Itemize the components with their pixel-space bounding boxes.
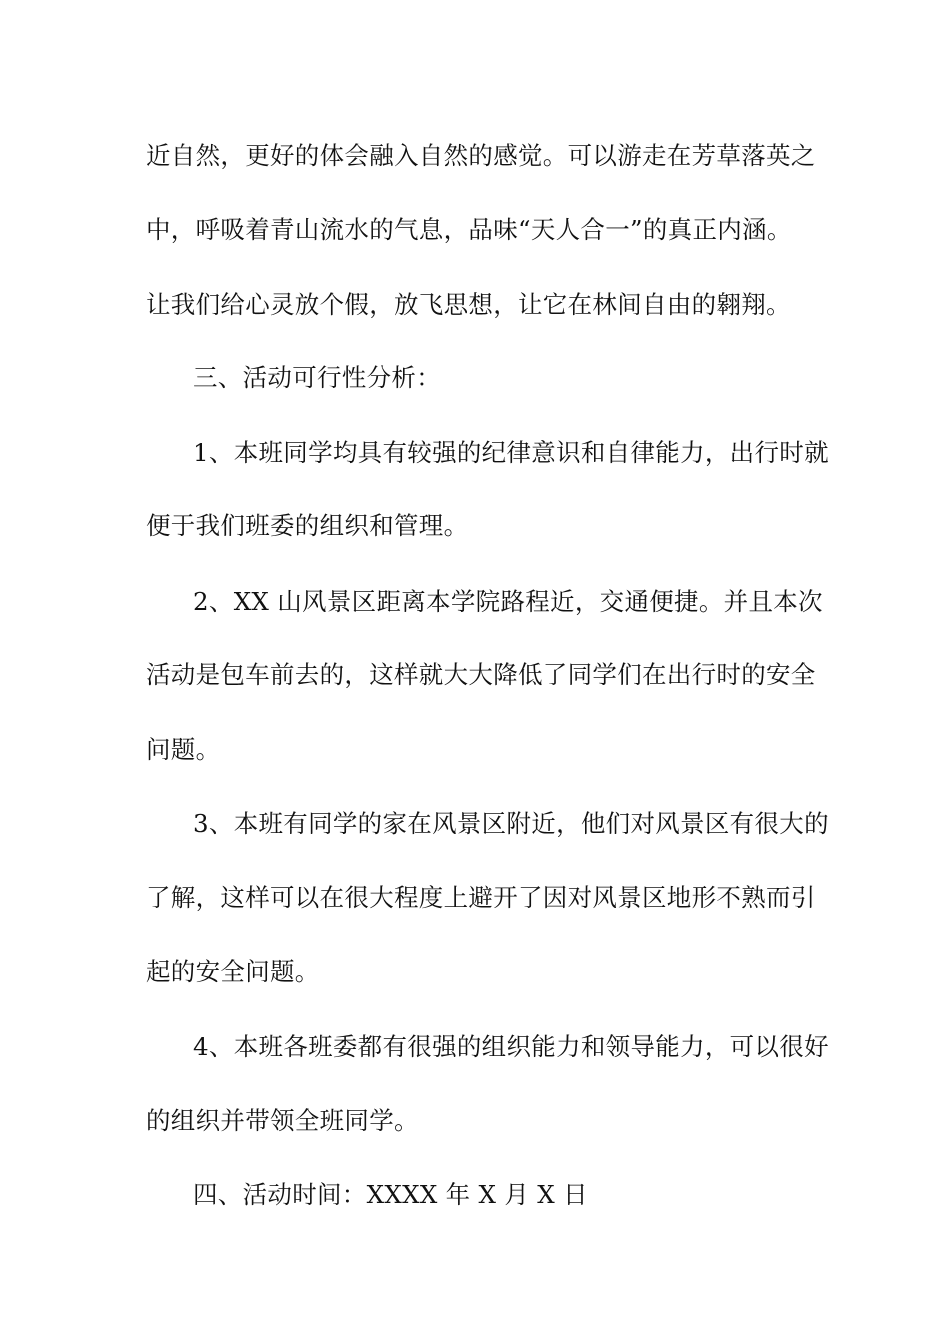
- paragraph-line: 活动是包车前去的，这样就大大降低了同学们在出行时的安全: [146, 660, 816, 689]
- paragraph-line: 近自然，更好的体会融入自然的感觉。可以游走在芳草落英之: [146, 141, 816, 170]
- paragraph-line: 中，呼吸着青山流水的气息，品味“天人合一”的真正内涵。: [146, 215, 792, 244]
- section-heading: 四、活动时间：XXXX 年 X 月 X 日: [193, 1180, 588, 1209]
- paragraph-line: 便于我们班委的组织和管理。: [146, 511, 469, 540]
- section-heading: 三、活动可行性分析：: [193, 363, 441, 392]
- paragraph-line: 起的安全问题。: [146, 957, 320, 986]
- paragraph-line: 了解，这样可以在很大程度上避开了因对风景区地形不熟而引: [146, 883, 816, 912]
- list-item-line: 2、XX 山风景区距离本学院路程近，交通便捷。并且本次: [193, 587, 823, 616]
- paragraph-line: 问题。: [146, 735, 221, 764]
- list-item-line: 4、本班各班委都有很强的组织能力和领导能力，可以很好: [193, 1032, 829, 1061]
- list-item-line: 1、本班同学均具有较强的纪律意识和自律能力，出行时就: [193, 438, 829, 467]
- list-item-line: 3、本班有同学的家在风景区附近，他们对风景区有很大的: [193, 809, 829, 838]
- paragraph-line: 让我们给心灵放个假，放飞思想，让它在林间自由的翱翔。: [146, 290, 791, 319]
- paragraph-line: 的组织并带领全班同学。: [146, 1106, 419, 1135]
